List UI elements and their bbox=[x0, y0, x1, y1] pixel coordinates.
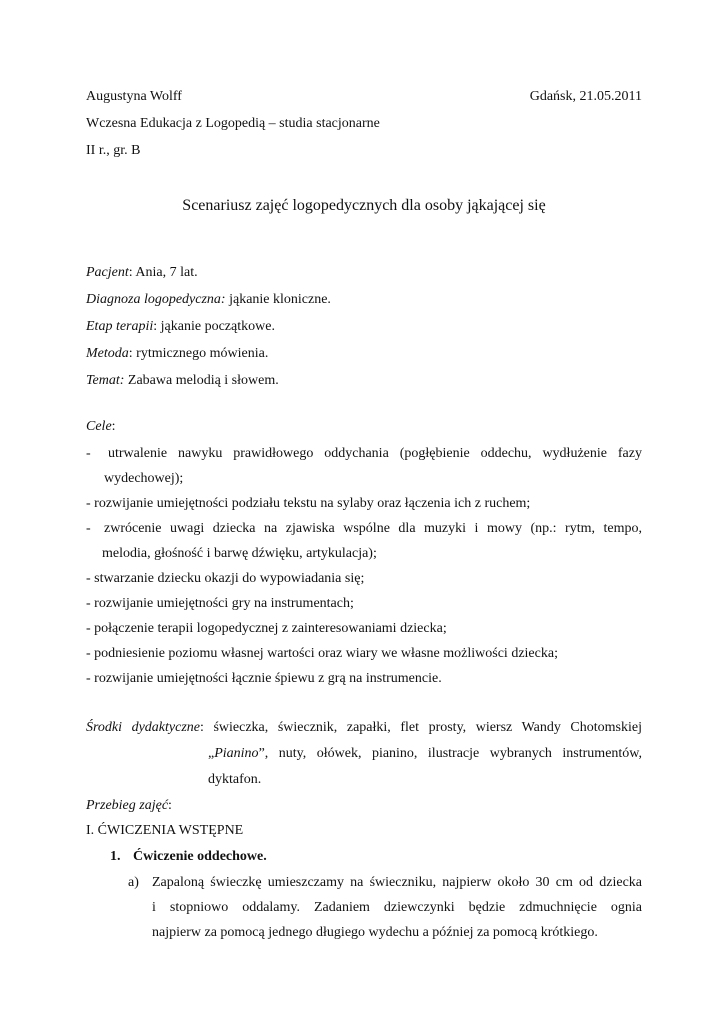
item-line-3: najpierw za pomocą jednego długiego wydechu a później za pomocą krótkiego. bbox=[152, 925, 598, 940]
method-value: : rytmicznego mówienia. bbox=[128, 346, 269, 361]
means-text-1: : świeczka, świecznik, zapałki, flet prosty, wiersz Wandy Chotomskiej bbox=[200, 720, 642, 735]
means-quote-open: „ bbox=[208, 746, 215, 761]
goal-3-line-1: zwrócenie uwagi dziecka na zjawiska wspólne dla muzyki i mowy (np.: rytm, tempo, bbox=[104, 521, 642, 536]
goal-2: - rozwijanie umiejętności podziału tekstu na sylaby oraz łączenia ich z ruchem; bbox=[86, 496, 531, 511]
patient-line bbox=[86, 264, 198, 282]
exercise-title: Ćwiczenie oddechowe. bbox=[133, 849, 267, 864]
item-line-2: i stopniowo oddalamy. Zadaniem dziewczynki będzie zdmuchnięcie ognia bbox=[152, 900, 642, 915]
means-text-2: ”, nuty, ołówek, pianino, ilustracje wybranych instrumentów, bbox=[258, 746, 642, 761]
goal-7: - podniesienie poziomu własnej wartości oraz wiary we własne możliwości dziecka; bbox=[86, 646, 558, 661]
stage-value: : jąkanie początkowe. bbox=[153, 319, 275, 334]
diagnosis-line bbox=[86, 291, 331, 309]
topic-value: Zabawa melodią i słowem. bbox=[124, 373, 279, 388]
course-label: Przebieg zajęć bbox=[86, 798, 169, 813]
topic-line bbox=[86, 372, 279, 390]
means-line-2 bbox=[208, 745, 642, 763]
stage-label: Etap terapii bbox=[86, 319, 154, 334]
patient-label: Pacjent bbox=[86, 265, 129, 280]
item-letter: a) bbox=[128, 875, 139, 890]
course-heading bbox=[86, 797, 172, 815]
poem-title: Pianino bbox=[214, 746, 259, 761]
goals-label: Cele bbox=[86, 419, 112, 434]
goal-1-line-2: wydechowej); bbox=[104, 471, 184, 486]
goal-6: - połączenie terapii logopedycznej z zainteresowaniami dziecka; bbox=[86, 621, 447, 636]
group-info: II r., gr. B bbox=[86, 143, 141, 158]
means-line-1 bbox=[86, 719, 642, 737]
patient-value: : Ania, 7 lat. bbox=[128, 265, 198, 280]
author-name: Augustyna Wolff bbox=[86, 89, 182, 104]
exercise-number: 1. bbox=[110, 849, 121, 864]
section-heading: I. ĆWICZENIA WSTĘPNE bbox=[86, 823, 244, 838]
means-label: Środki dydaktyczne bbox=[86, 720, 201, 735]
diagnosis-label: Diagnoza logopedyczna: bbox=[86, 292, 226, 307]
goal-5: - rozwijanie umiejętności gry na instrumentach; bbox=[86, 596, 354, 611]
course-colon: : bbox=[168, 798, 172, 813]
diagnosis-value: jąkanie kloniczne. bbox=[225, 292, 331, 307]
goal-1-line-1: utrwalenie nawyku prawidłowego oddychania (pogłębienie oddechu, wydłużenie fazy bbox=[108, 446, 642, 461]
goal-3-line-2: melodia, głośność i barwę dźwięku, artykulacja); bbox=[102, 546, 377, 561]
method-label: Metoda bbox=[86, 346, 129, 361]
goal-4: - stwarzanie dziecku okazji do wypowiadania się; bbox=[86, 571, 365, 586]
method-line bbox=[86, 345, 268, 363]
means-line-3: dyktafon. bbox=[208, 772, 262, 787]
goals-colon: : bbox=[111, 419, 116, 434]
goal-8: - rozwijanie umiejętności łącznie śpiewu z grą na instrumencie. bbox=[86, 671, 442, 686]
stage-line bbox=[86, 318, 275, 336]
document-title: Scenariusz zajęć logopedycznych dla osoby jąkającej się bbox=[182, 197, 546, 214]
goals-heading bbox=[86, 418, 116, 436]
place-date: Gdańsk, 21.05.2011 bbox=[529, 89, 642, 104]
topic-label: Temat: bbox=[86, 373, 125, 388]
goal-1-dash: - bbox=[86, 446, 91, 461]
course-name: Wczesna Edukacja z Logopedią – studia stacjonarne bbox=[86, 116, 380, 131]
goal-3-dash: - bbox=[86, 521, 91, 536]
item-line-1: Zapaloną świeczkę umieszczamy na świeczniku, najpierw około 30 cm od dziecka bbox=[152, 875, 642, 890]
